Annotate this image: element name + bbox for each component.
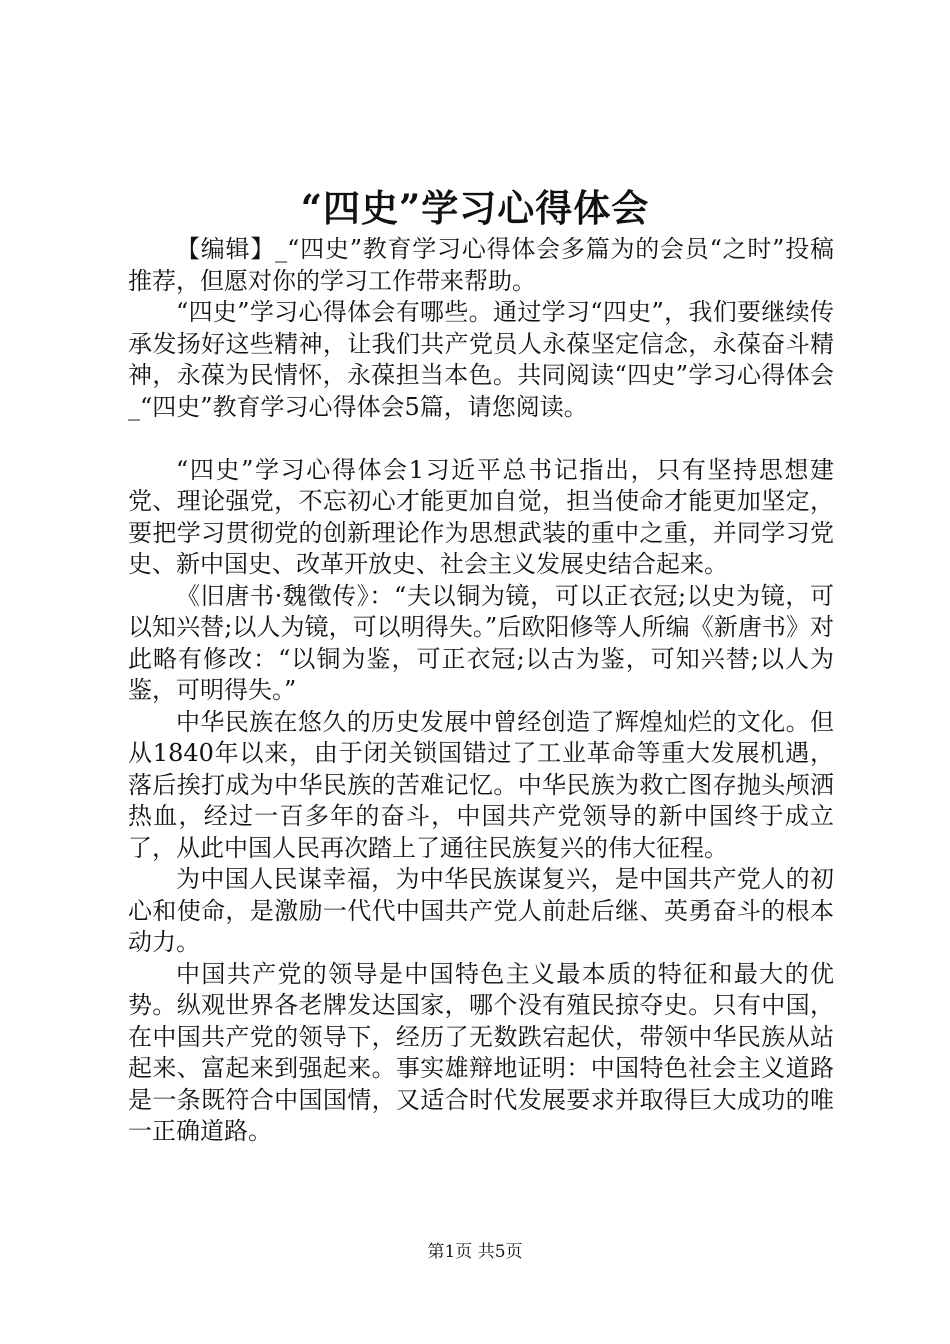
paragraph-intro: “四史”学习心得体会有哪些。通过学习“四史”，我们要继续传承发扬好这些精神，让我们共产党员人永葆坚定信念，永葆奋斗精神，永葆为民情怀，永葆担当本色。共同阅读“四史”学习心得体会_“四史”教育学习心得体会5篇，请您阅读。 xyxy=(128,298,834,421)
paragraph-history: 中华民族在悠久的历史发展中曾经创造了辉煌灿烂的文化。但从1840年以来，由于闭关锁国错过了工业革命等重大发展机遇，落后挨打成为中华民族的苦难记忆。中华民族为救亡图存抛头颅洒热血，经过一百多年的奋斗，中国共产党领导的新中国终于成立了，从此中国人民再次踏上了通往民族复兴的伟大征程。 xyxy=(128,707,834,862)
page-number: 第1页 共5页 xyxy=(427,1242,523,1262)
paragraph-essay-1: “四史”学习心得体会1习近平总书记指出，只有坚持思想建党、理论强党，不忘初心才能更加自觉，担当使命才能更加坚定，要把学习贯彻党的创新理论作为思想武装的重中之重，并同学习党史、新中国史、改革开放史、社会主义发展史结合起来。 xyxy=(128,455,834,578)
document-title: “四史”学习心得体会 xyxy=(300,186,650,230)
paragraph-tang-quote: 《旧唐书·魏徵传》：“夫以铜为镜，可以正衣冠;以史为镜，可以知兴替;以人为镜，可以明得失。”后欧阳修等人所编《新唐书》对此略有修改：“以铜为鉴，可正衣冠;以古为鉴，可知兴替;以人为鉴，可明得失。” xyxy=(128,581,834,704)
document-body xyxy=(128,234,834,1148)
paragraph-mission: 为中国人民谋幸福，为中华民族谋复兴，是中国共产党人的初心和使命，是激励一代代中国共产党人前赴后继、英勇奋斗的根本动力。 xyxy=(128,865,834,956)
paragraph-leadership: 中国共产党的领导是中国特色主义最本质的特征和最大的优势。纵观世界各老牌发达国家，哪个没有殖民掠夺史。只有中国，在中国共产党的领导下，经历了无数跌宕起伏，带领中华民族从站起来、富起来到强起来。事实雄辩地证明：中国特色社会主义道路是一条既符合中国国情，又适合时代发展要求并取得巨大成功的唯一正确道路。 xyxy=(128,959,834,1145)
paragraph-editor-note: 【编辑】_“四史”教育学习心得体会多篇为的会员“之时”投稿推荐，但愿对你的学习工作带来帮助。 xyxy=(128,235,834,295)
